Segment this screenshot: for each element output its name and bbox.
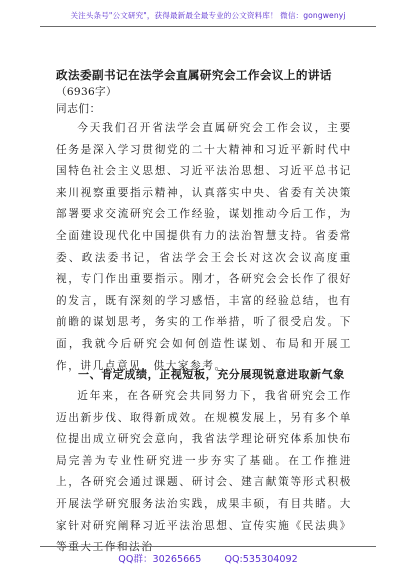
document-title: 政法委副书记在法学会直属研究会工作会议上的讲话 <box>56 68 332 82</box>
footer-contact <box>40 546 376 565</box>
footer-qq-group: QQ群：30265665 <box>118 554 202 565</box>
header-promo-text: 关注头条号"公文研究"，获得最新最全最专业的公文资料库！ 微信：gongwenyj <box>40 10 376 27</box>
body-paragraph-2: 近年来，在各研究会共同努力下，我省研究会工作迈出新步伐、取得新成效。在规模发展上，另有多个单位提出成立研究会意向，我省法学理论研究体系加快布局完善为专业性研究进一步夯实了基础。在工作推进上，各研究会通过课题、研讨会、建言献策等形式积极开展法学研究服务法治实践，成果丰硕，有目共睹。大家针对研究阐释习近平法治思想、宣传实施《民法典》等重大工作和法治 <box>56 390 352 554</box>
body-paragraph-1: 今天我们召开省法学会直属研究会工作会议，主要任务是深入学习贯彻党的二十大精神和习近平新时代中国特色社会主义思想、习近平法治思想、习近平总书记来川视察重要指示精神，认真落实中央、省委有关决策部署要求交流研究会工作经验，谋划推动今后工作，为全面建设现代化中国提供有力的法治智慧支持。省委常委、政法委书记，省法学会王会长对这次会议高度重视，专门作出重要指示。刚才，各研究会会长作了很好的发言，既有深刻的学习感悟，丰富的经验总结，也有前瞻的谋划思考，务实的工作举措，听了很受启发。下面，我就今后研究会如何创造性谋划、布局和开展工作，讲几点意见，供大家参考。 <box>56 122 352 372</box>
char-count: （6936字） <box>56 86 117 98</box>
section-heading-1: 一、肯定成绩，正视短板，充分展现锐意进取新气象 <box>78 368 345 381</box>
salutation: 同志们： <box>56 103 101 115</box>
footer-qq: QQ:535304092 <box>224 554 298 565</box>
